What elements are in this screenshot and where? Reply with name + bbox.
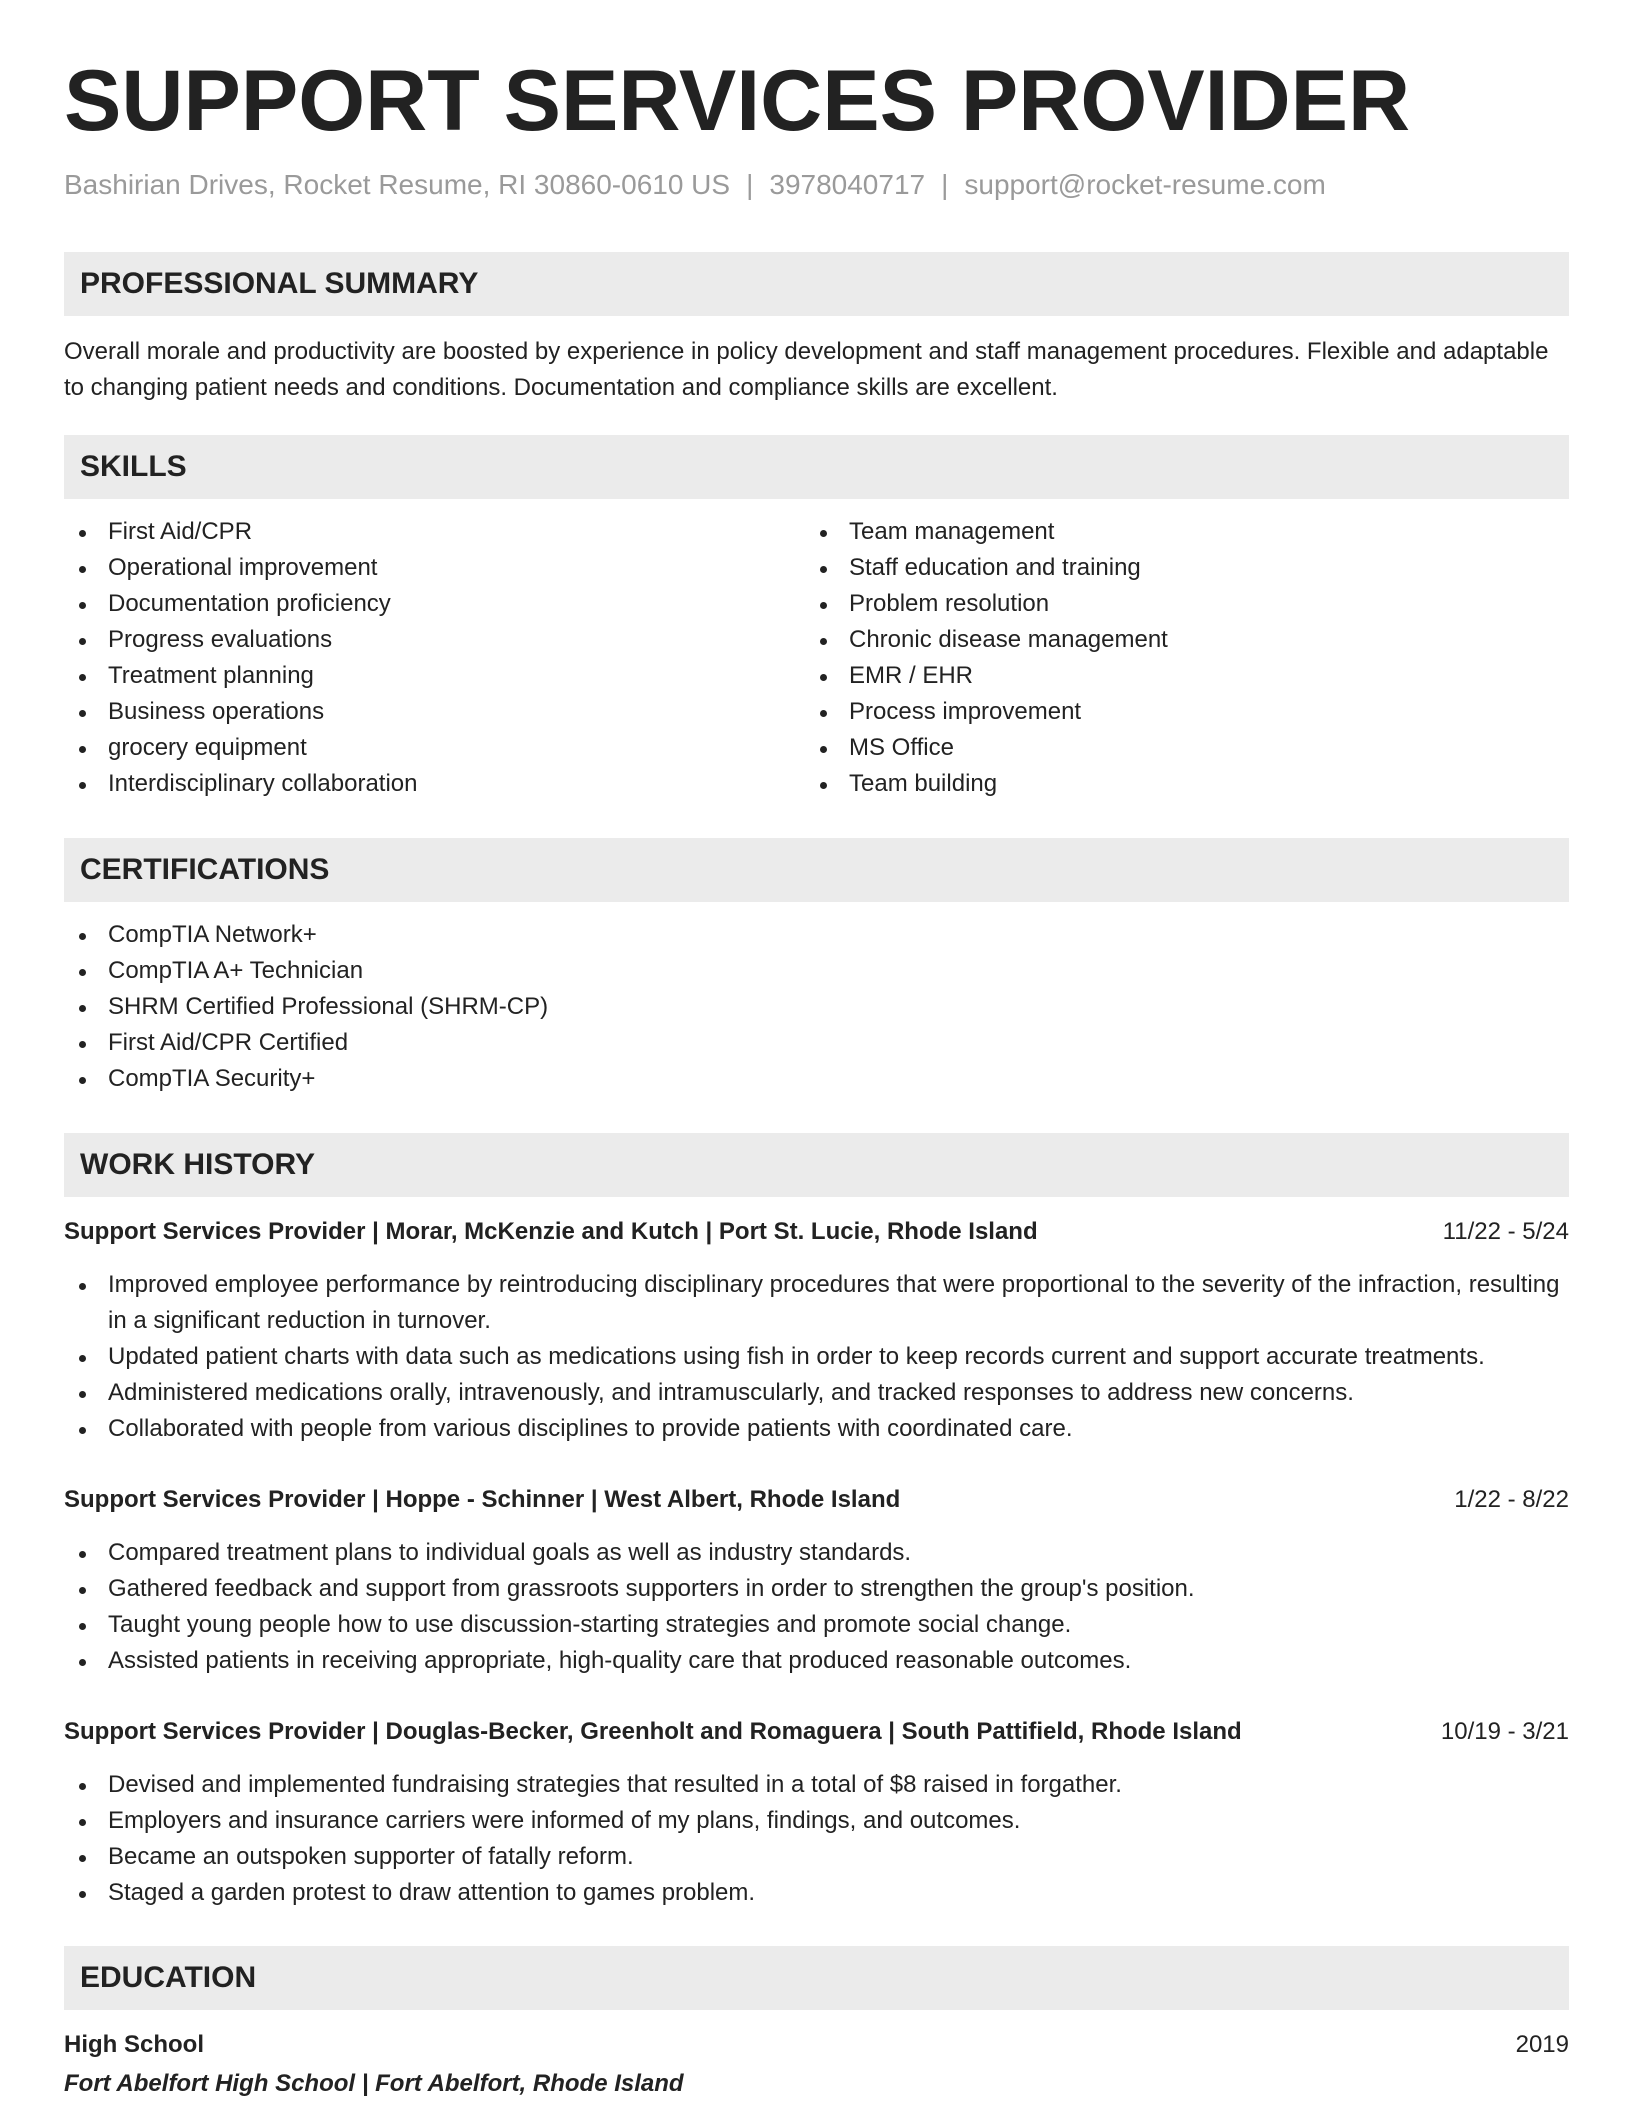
job-bullet: Compared treatment plans to individual goals as well as industry standards. xyxy=(64,1535,1569,1571)
education-school: Fort Abelfort High School | Fort Abelfort, Rhode Island xyxy=(64,2070,684,2097)
skill-item: Team building xyxy=(805,766,1569,802)
certification-item: CompTIA Security+ xyxy=(64,1061,1569,1097)
certification-item: CompTIA Network+ xyxy=(64,917,1569,953)
skill-item: EMR / EHR xyxy=(805,658,1569,694)
section-title: PROFESSIONAL SUMMARY xyxy=(80,267,479,300)
skills-list-left xyxy=(64,514,804,802)
section-title: WORK HISTORY xyxy=(80,1148,316,1181)
section-header-skills xyxy=(64,435,1569,499)
skill-item: Process improvement xyxy=(805,694,1569,730)
job-bullet: Gathered feedback and support from grassroots supporters in order to strengthen the group's position. xyxy=(64,1571,1569,1607)
job-bullets xyxy=(64,1767,1569,1911)
certification-item: CompTIA A+ Technician xyxy=(64,953,1569,989)
contact-separator: | xyxy=(941,169,949,200)
job-header xyxy=(64,1482,1569,1518)
job-bullet: Devised and implemented fundraising strategies that resulted in a total of $8 raised in forgather. xyxy=(64,1767,1569,1803)
education-year: 2019 xyxy=(1515,2031,1569,2058)
job-header xyxy=(64,1714,1569,1750)
job-dates: 1/22 - 8/22 xyxy=(1454,1486,1569,1513)
skill-item: Progress evaluations xyxy=(64,622,804,658)
skill-item: Problem resolution xyxy=(805,586,1569,622)
job-bullet: Staged a garden protest to draw attention to games problem. xyxy=(64,1875,1569,1911)
skill-item: Treatment planning xyxy=(64,658,804,694)
job-bullet: Assisted patients in receiving appropriate, high-quality care that produced reasonable outcomes. xyxy=(64,1643,1569,1679)
job-bullet: Updated patient charts with data such as medications using fish in order to keep records current and support accurate treatments. xyxy=(64,1339,1569,1375)
section-title: CERTIFICATIONS xyxy=(80,853,330,886)
contact-address: Bashirian Drives, Rocket Resume, RI 30860-0610 US xyxy=(64,169,731,200)
skill-item: Team management xyxy=(805,514,1569,550)
section-header-education xyxy=(64,1946,1569,2010)
certification-item: First Aid/CPR Certified xyxy=(64,1025,1569,1061)
job-bullet: Became an outspoken supporter of fatally reform. xyxy=(64,1839,1569,1875)
skill-item: MS Office xyxy=(805,730,1569,766)
contact-phone[interactable]: 3978040717 xyxy=(769,169,926,200)
skill-item: Documentation proficiency xyxy=(64,586,804,622)
skill-item: Operational improvement xyxy=(64,550,804,586)
job-title: Support Services Provider | Hoppe - Schinner | West Albert, Rhode Island xyxy=(64,1486,901,1513)
job-dates: 11/22 - 5/24 xyxy=(1442,1218,1569,1245)
job-dates: 10/19 - 3/21 xyxy=(1440,1718,1569,1745)
section-header-certifications xyxy=(64,838,1569,902)
job-bullet: Administered medications orally, intravenously, and intramuscularly, and tracked responses to address new concerns. xyxy=(64,1375,1569,1411)
skills-list-right xyxy=(805,514,1569,802)
section-title: EDUCATION xyxy=(80,1961,257,1994)
job-title: Support Services Provider | Morar, McKenzie and Kutch | Port St. Lucie, Rhode Island xyxy=(64,1218,1038,1245)
section-title: SKILLS xyxy=(80,450,187,483)
skill-item: First Aid/CPR xyxy=(64,514,804,550)
section-header-summary xyxy=(64,252,1569,316)
job-header xyxy=(64,1214,1569,1250)
candidate-name: SUPPORT SERVICES PROVIDER xyxy=(64,53,1411,149)
skill-item: Business operations xyxy=(64,694,804,730)
certification-item: SHRM Certified Professional (SHRM-CP) xyxy=(64,989,1569,1025)
contact-email[interactable]: support@rocket-resume.com xyxy=(964,169,1326,200)
job-title: Support Services Provider | Douglas-Becker, Greenholt and Romaguera | South Pattifield, Rhode Island xyxy=(64,1718,1242,1745)
summary-text: Overall morale and productivity are boosted by experience in policy development and staff management procedures. Flexible and adaptable to changing patient needs and conditions. Documentation and compliance skills are excellent. xyxy=(64,338,1549,401)
skill-item: Staff education and training xyxy=(805,550,1569,586)
skill-item: Chronic disease management xyxy=(805,622,1569,658)
education-header xyxy=(64,2027,1569,2063)
job-bullets xyxy=(64,1535,1569,1679)
education-degree: High School xyxy=(64,2031,204,2058)
section-header-work-history xyxy=(64,1133,1569,1197)
job-bullet: Taught young people how to use discussion-starting strategies and promote social change. xyxy=(64,1607,1569,1643)
contact-separator: | xyxy=(746,169,754,200)
contact-line xyxy=(64,168,1326,202)
job-bullets xyxy=(64,1267,1569,1447)
job-bullet: Improved employee performance by reintroducing disciplinary procedures that were proportional to the severity of the infraction, resulting in a significant reduction in turnover. xyxy=(64,1267,1569,1339)
job-bullet: Collaborated with people from various disciplines to provide patients with coordinated care. xyxy=(64,1411,1569,1447)
skill-item: Interdisciplinary collaboration xyxy=(64,766,804,802)
job-bullet: Employers and insurance carriers were informed of my plans, findings, and outcomes. xyxy=(64,1803,1569,1839)
skill-item: grocery equipment xyxy=(64,730,804,766)
certifications-list xyxy=(64,917,1569,1097)
